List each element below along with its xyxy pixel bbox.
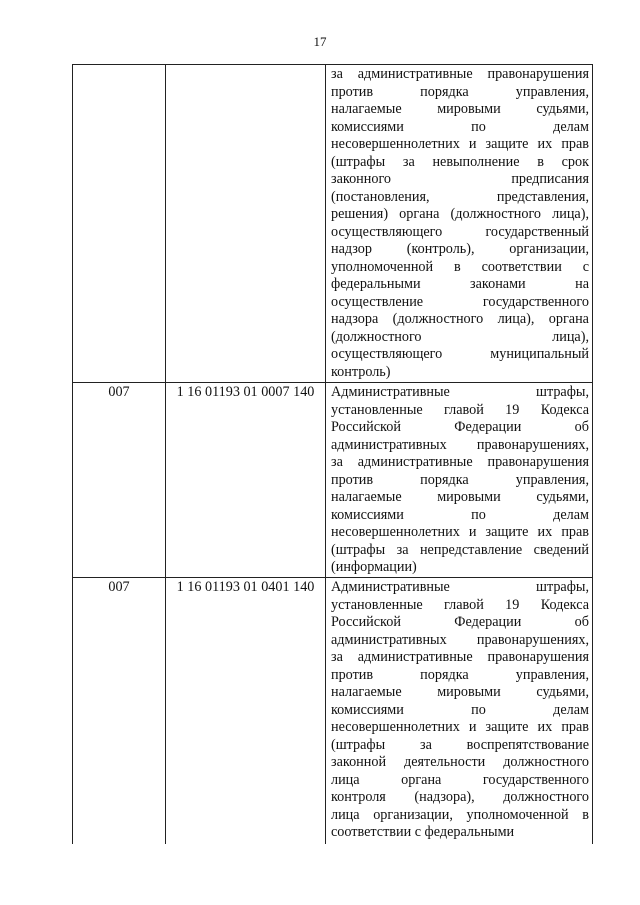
description-cell	[326, 578, 593, 845]
description-line: налагаемые мировыми судьями,	[331, 101, 589, 117]
description-line: (штрафы за воспрепятствование	[331, 736, 589, 753]
description-line: осуществляющего муниципальный	[331, 346, 589, 362]
description-line: решения) органа (должностного лица),	[331, 206, 589, 222]
description-line: комиссиями по делам	[331, 118, 589, 135]
description-line: федеральными законами на	[331, 276, 589, 292]
description-line: (штрафы за непредставление сведений	[331, 541, 589, 558]
kbk-code-cell: 1 16 01193 01 0007 140	[166, 383, 326, 578]
admin-code-cell	[73, 65, 166, 383]
description-line: за административные правонарушения	[331, 454, 589, 470]
description-line: законной деятельности должностного	[331, 754, 589, 770]
description-line: осуществляющего государственный	[331, 223, 589, 240]
admin-code-cell: 007	[73, 578, 166, 845]
description-line: Административные штрафы,	[331, 579, 589, 595]
table-row	[73, 578, 593, 845]
description-line: (штрафы за невыполнение в срок	[331, 153, 589, 170]
description-line: налагаемые мировыми судьями,	[331, 489, 589, 505]
description-line: несовершеннолетних и защите их прав	[331, 719, 589, 735]
description-line: лица организации, уполномоченной в	[331, 806, 589, 823]
kbk-code-cell: 1 16 01193 01 0401 140	[166, 578, 326, 845]
description-line: (постановления, представления,	[331, 188, 589, 205]
description-line: несовершеннолетних и защите их прав	[331, 136, 589, 152]
description-line: за административные правонарушения	[331, 66, 589, 82]
admin-code-cell: 007	[73, 383, 166, 578]
description-line: против порядка управления,	[331, 666, 589, 683]
budget-code-table	[72, 64, 593, 844]
description-line: несовершеннолетних и защите их прав	[331, 524, 589, 540]
description-line: контроль)	[331, 363, 391, 380]
description-line: комиссиями по делам	[331, 506, 589, 523]
description-line: надзор (контроль), организации,	[331, 241, 589, 257]
description-cell	[326, 383, 593, 578]
description-line: комиссиями по делам	[331, 701, 589, 718]
description-line: уполномоченной в соответствии с	[331, 258, 589, 275]
description-line: установленные главой 19 Кодекса	[331, 596, 589, 613]
description-line: контроля (надзора), должностного	[331, 789, 589, 805]
description-line: административных правонарушениях,	[331, 436, 589, 453]
description-line: осуществление государственного	[331, 293, 589, 310]
description-line: Российской Федерации об	[331, 614, 589, 630]
description-line: соответствии с федеральными	[331, 824, 515, 840]
table-row	[73, 383, 593, 578]
description-line: налагаемые мировыми судьями,	[331, 684, 589, 700]
table-row	[73, 65, 593, 383]
description-line: установленные главой 19 Кодекса	[331, 401, 589, 418]
description-line: Российской Федерации об	[331, 419, 589, 435]
description-line: (информации)	[331, 559, 417, 575]
description-line: лица органа государственного	[331, 771, 589, 788]
description-line: надзора (должностного лица), органа	[331, 311, 589, 327]
description-line: законного предписания	[331, 171, 589, 187]
description-line: (должностного лица),	[331, 328, 589, 345]
description-line: Административные штрафы,	[331, 384, 589, 400]
description-line: против порядка управления,	[331, 471, 589, 488]
description-line: административных правонарушениях,	[331, 631, 589, 648]
description-cell	[326, 65, 593, 383]
description-line: против порядка управления,	[331, 83, 589, 100]
description-line: за административные правонарушения	[331, 649, 589, 665]
page-number: 17	[313, 34, 327, 49]
kbk-code-cell	[166, 65, 326, 383]
